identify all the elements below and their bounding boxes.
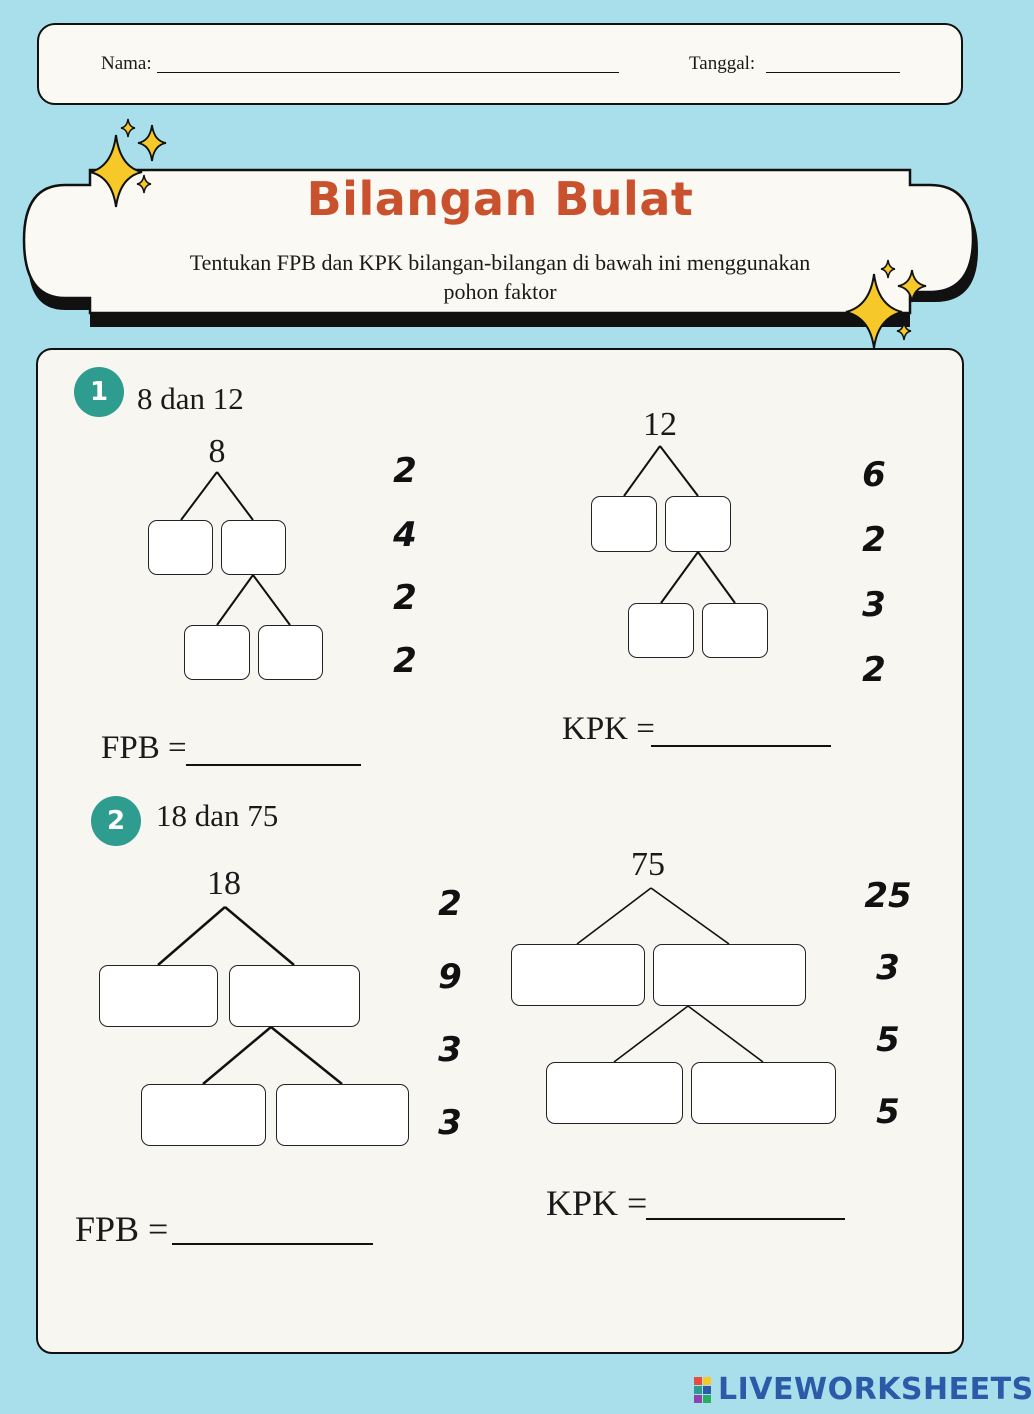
- factor-answer-box[interactable]: [691, 1062, 836, 1124]
- factor-answer-box[interactable]: [591, 496, 657, 552]
- factor-answer-box[interactable]: [184, 625, 250, 680]
- factor-answer-box[interactable]: [221, 520, 286, 575]
- name-label: Nama:: [101, 53, 152, 74]
- fpb-answer-field[interactable]: [186, 764, 361, 766]
- factor-option[interactable]: 3: [438, 1103, 462, 1143]
- kpk-answer-field[interactable]: [651, 745, 831, 747]
- factor-option[interactable]: 2: [393, 451, 417, 491]
- factor-option[interactable]: 2: [393, 641, 417, 681]
- tree-root-number: 8: [208, 433, 226, 470]
- kpk-label: KPK =: [546, 1183, 648, 1223]
- factor-answer-box[interactable]: [546, 1062, 683, 1124]
- factor-option[interactable]: 2: [393, 578, 417, 618]
- fpb-answer-field[interactable]: [172, 1243, 373, 1245]
- kpk-label: KPK =: [562, 711, 655, 747]
- question-label: 8 dan 12: [137, 381, 244, 416]
- factor-answer-box[interactable]: [258, 625, 323, 680]
- question-label: 18 dan 75: [156, 798, 279, 833]
- tree-root-number: 12: [643, 406, 677, 443]
- factor-option[interactable]: 25: [864, 876, 912, 916]
- kpk-answer-field[interactable]: [646, 1218, 845, 1220]
- liveworksheets-logo[interactable]: LIVEWORKSHEETS: [718, 1372, 1034, 1407]
- factor-option[interactable]: 5: [876, 1092, 900, 1132]
- factor-answer-box[interactable]: [628, 603, 694, 658]
- fpb-label: FPB =: [101, 730, 187, 766]
- date-label: Tanggal:: [689, 53, 756, 74]
- factor-answer-box[interactable]: [99, 965, 218, 1027]
- tree-root-number: 18: [207, 865, 241, 902]
- question-number-badge: 2: [91, 796, 141, 846]
- factor-answer-box[interactable]: [276, 1084, 409, 1146]
- factor-option[interactable]: 3: [862, 585, 886, 625]
- factor-option[interactable]: 2: [438, 884, 462, 924]
- factor-answer-box[interactable]: [148, 520, 213, 575]
- factor-option[interactable]: 3: [438, 1030, 462, 1070]
- factor-option[interactable]: 9: [438, 957, 462, 997]
- tree-root-number: 75: [631, 846, 665, 883]
- factor-option[interactable]: 4: [393, 515, 417, 555]
- factor-option[interactable]: 2: [862, 650, 886, 690]
- factor-answer-box[interactable]: [653, 944, 806, 1006]
- liveworksheets-logo-icon: [694, 1377, 712, 1405]
- factor-answer-box[interactable]: [702, 603, 768, 658]
- factor-answer-box[interactable]: [665, 496, 731, 552]
- factor-option[interactable]: 2: [862, 520, 886, 560]
- factor-option[interactable]: 6: [862, 455, 886, 495]
- factor-answer-box[interactable]: [511, 944, 645, 1006]
- instructions-text: Tentukan FPB dan KPK bilangan-bilangan di bawah ini menggunakan pohon faktor: [189, 250, 811, 304]
- factor-option[interactable]: 3: [876, 948, 900, 988]
- factor-answer-box[interactable]: [229, 965, 360, 1027]
- factor-answer-box[interactable]: [141, 1084, 266, 1146]
- factor-option[interactable]: 5: [876, 1020, 900, 1060]
- fpb-label: FPB =: [75, 1209, 169, 1249]
- page-title: Bilangan Bulat: [306, 172, 694, 226]
- question-number-badge: 1: [74, 367, 124, 417]
